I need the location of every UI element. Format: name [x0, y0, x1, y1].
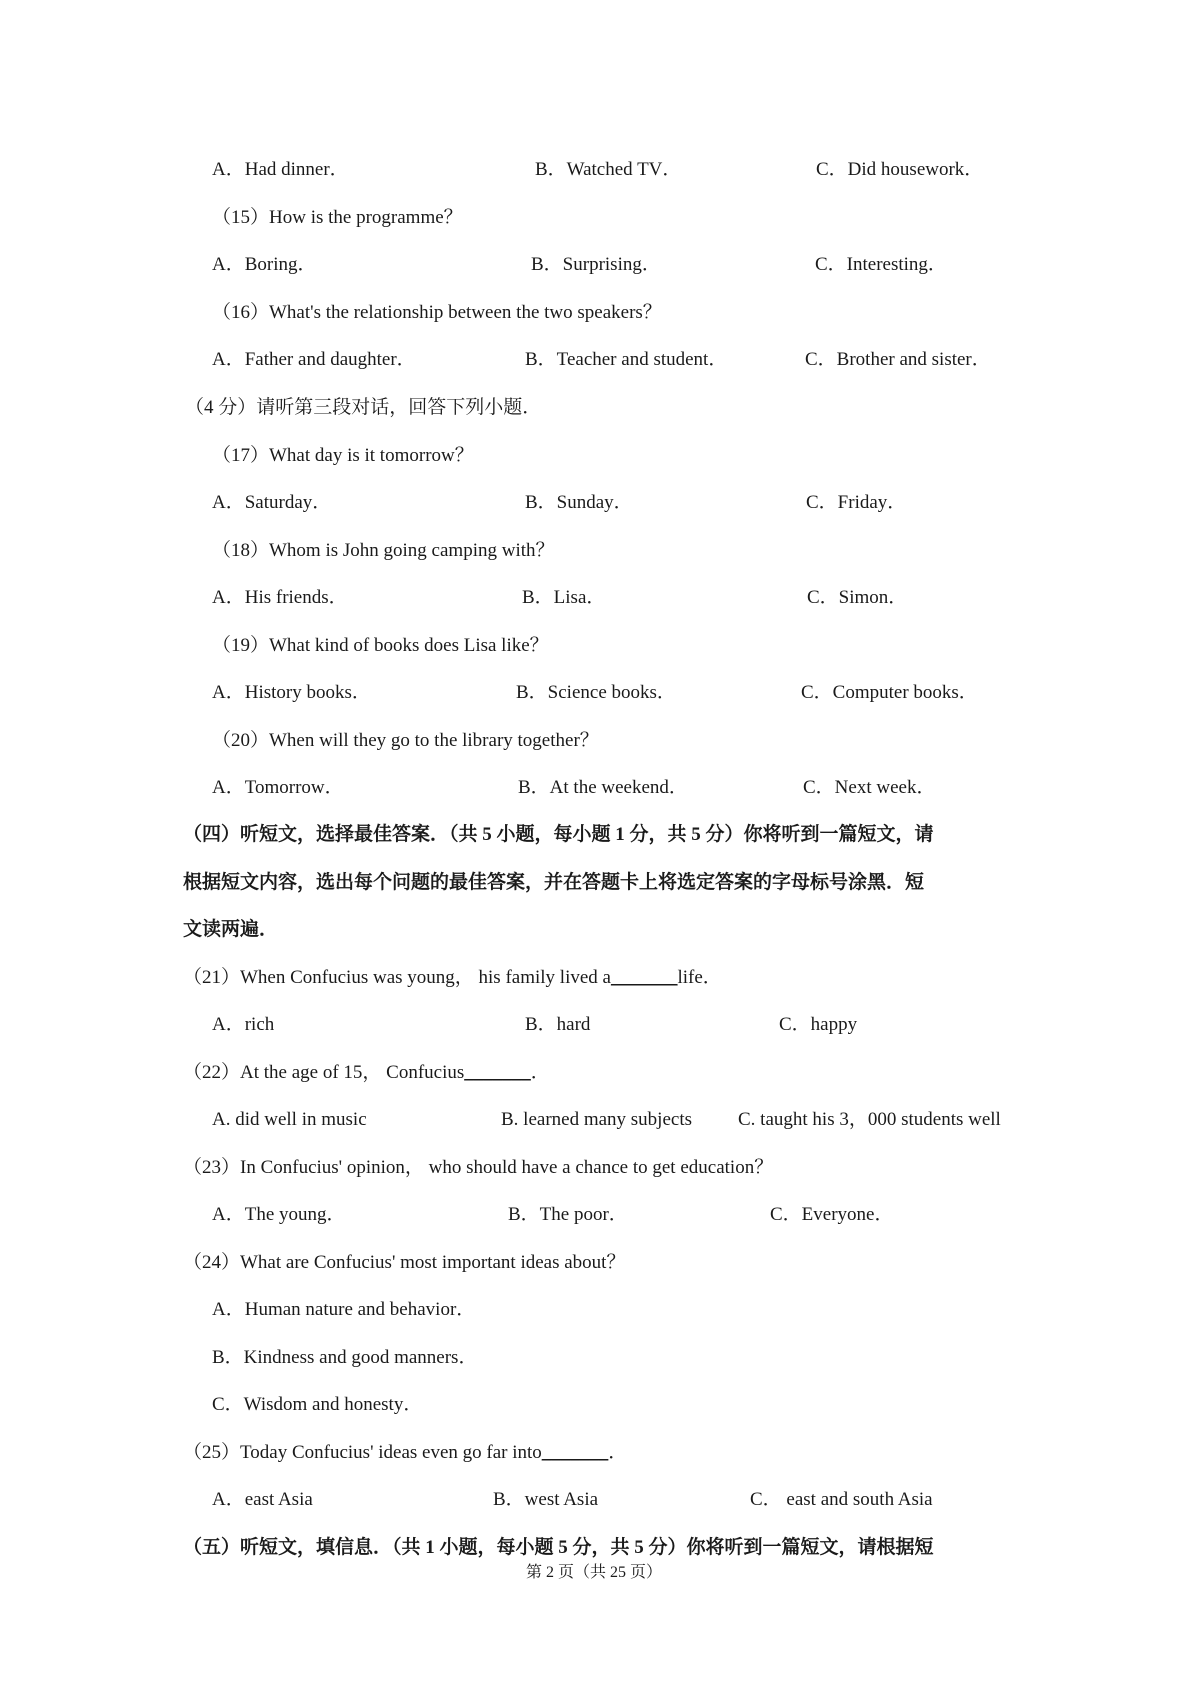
q24-option-c: C．Wisdom and honesty．	[212, 1394, 423, 1415]
q22-option-c: C. taught his 3，000 students well	[738, 1109, 1001, 1130]
section4-heading-line2: 根据短文内容，选出每个问题的最佳答案，并在答题卡上将选定答案的字母标号涂黑．短	[183, 872, 925, 893]
q25-blank: _______	[541, 1442, 609, 1463]
q16-option-c: C．Brother and sister．	[805, 349, 991, 370]
q23-option-a: A．The young．	[212, 1204, 346, 1225]
q21-option-a: A．rich	[212, 1014, 275, 1035]
q22-option-a: A. did well in music	[212, 1109, 367, 1130]
q14-option-b: B．Watched TV．	[535, 159, 682, 180]
q17-option-b: B．Sunday．	[525, 492, 633, 513]
q21-option-b: B．hard	[525, 1014, 591, 1035]
q15-option-b: B．Surprising．	[531, 254, 661, 275]
q18-option-b: B．Lisa．	[522, 587, 606, 608]
q23-option-c: C．Everyone．	[770, 1204, 894, 1225]
q24-option-b: B．Kindness and good manners．	[212, 1347, 478, 1368]
q21-question-text: （21）When Confucius was young， his family lived a	[183, 967, 611, 988]
q16-option-a: A．Father and daughter．	[212, 349, 416, 370]
q22-question-text: （22）At the age of 15， Confucius	[183, 1062, 465, 1083]
q24-option-a: A．Human nature and behavior．	[212, 1299, 476, 1320]
page-number-footer: 第 2 页（共 25 页）	[526, 1564, 663, 1581]
q25-question	[183, 1441, 627, 1465]
section4-heading-line3: 文读两遍．	[183, 919, 279, 940]
q22-blank: _______	[464, 1062, 531, 1083]
q19-option-b: B．Science books．	[516, 682, 676, 703]
q23-question: （23）In Confucius' opinion， who should have a chance to get education？	[183, 1157, 774, 1178]
q21-blank: _______	[610, 967, 678, 988]
q19-question: （19）What kind of books does Lisa like？	[212, 635, 549, 656]
q15-question: （15）How is the programme？	[212, 207, 463, 228]
q19-option-c: C．Computer books．	[801, 682, 978, 703]
q18-option-c: C．Simon．	[807, 587, 908, 608]
dialog3-instruction: （4 分）请听第三段对话，回答下列小题．	[185, 397, 542, 418]
q25-question-text: （25）Today Confucius' ideas even go far into	[183, 1442, 542, 1463]
q23-option-b: B．The poor．	[508, 1204, 628, 1225]
q15-option-c: C．Interesting．	[815, 254, 947, 275]
q21-question-end: life．	[677, 967, 722, 988]
q22-option-b: B. learned many subjects	[501, 1109, 693, 1130]
q25-question-end: ．	[608, 1442, 628, 1463]
section5-heading-line1: （五）听短文，填信息．（共 1 小题，每小题 5 分，共 5 分）你将听到一篇短文，请根据短	[183, 1537, 934, 1558]
q17-option-c: C．Friday．	[806, 492, 907, 513]
q18-option-a: A．His friends．	[212, 587, 348, 608]
q21-question	[183, 966, 722, 990]
q16-option-b: B．Teacher and student．	[525, 349, 728, 370]
q25-option-b: B．west Asia	[493, 1489, 599, 1510]
q21-option-c: C．happy	[779, 1014, 858, 1035]
q18-question: （18）Whom is John going camping with？	[212, 540, 555, 561]
section4-heading-line1: （四）听短文，选择最佳答案．（共 5 小题，每小题 1 分，共 5 分）你将听到一篇短文，请	[183, 824, 934, 845]
q22-question	[183, 1061, 550, 1085]
q20-question: （20）When will they go to the library together？	[212, 730, 599, 751]
q25-option-a: A．east Asia	[212, 1489, 313, 1510]
q15-option-a: A．Boring．	[212, 254, 317, 275]
q20-option-c: C．Next week．	[803, 777, 936, 798]
q20-option-b: B．At the weekend．	[518, 777, 688, 798]
q22-question-end: ．	[530, 1062, 550, 1083]
q17-option-a: A．Saturday．	[212, 492, 332, 513]
q17-question: （17）What day is it tomorrow？	[212, 445, 474, 466]
q25-option-c: C． east and south Asia	[750, 1489, 933, 1510]
q20-option-a: A．Tomorrow．	[212, 777, 344, 798]
q16-question: （16）What's the relationship between the two speakers？	[212, 302, 662, 323]
q14-option-a: A．Had dinner．	[212, 159, 349, 180]
q24-question: （24）What are Confucius' most important ideas about？	[183, 1252, 626, 1273]
q14-option-c: C．Did housework．	[816, 159, 984, 180]
q19-option-a: A．History books．	[212, 682, 371, 703]
